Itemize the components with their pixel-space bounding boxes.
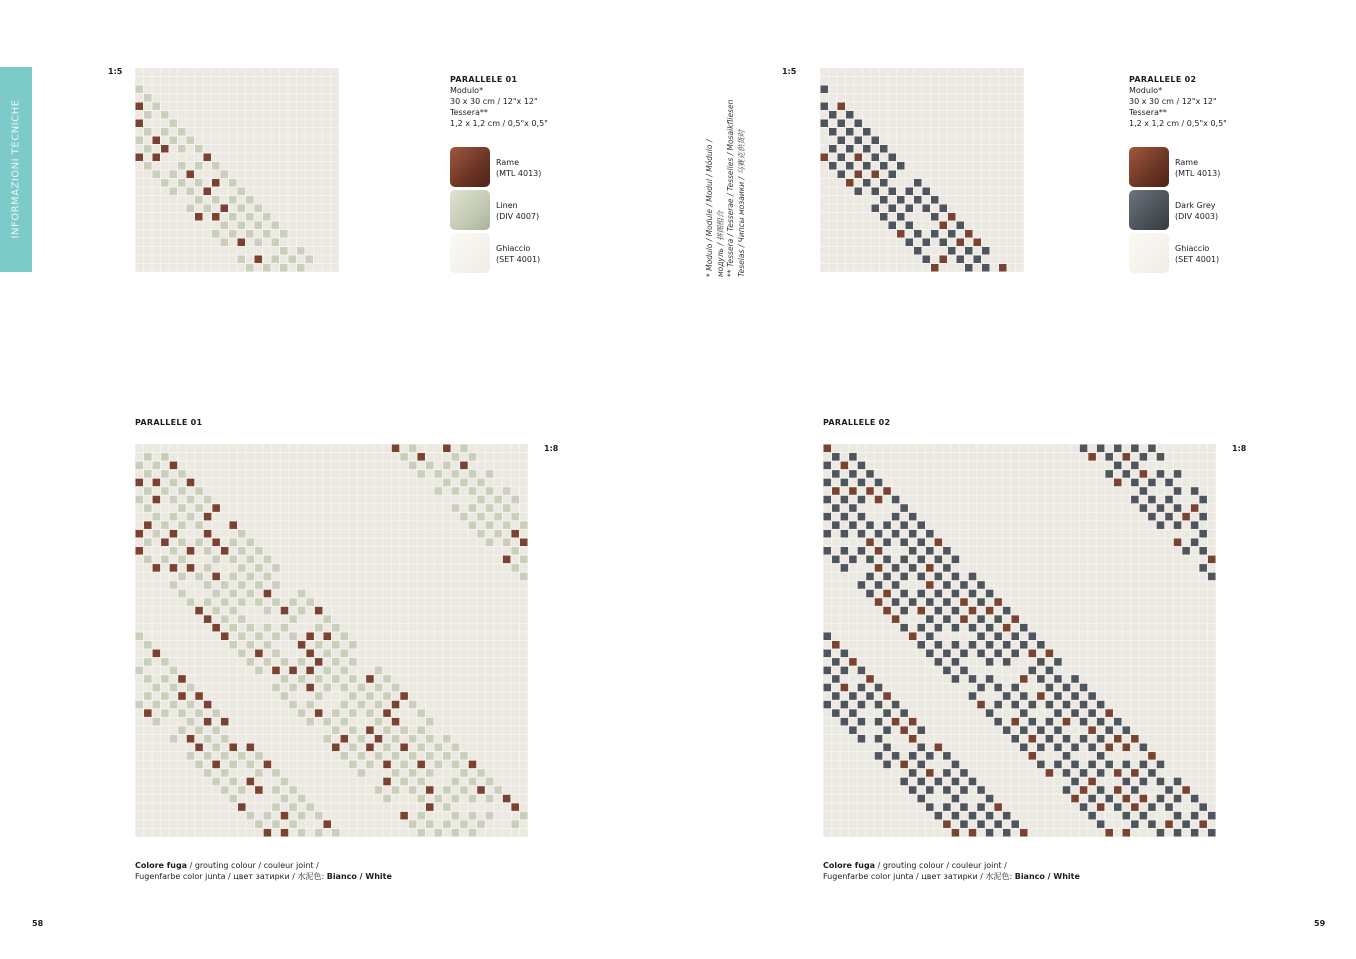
grout-color: Bianco / White	[1014, 872, 1080, 881]
grout-languages-2: Fugenfarbe color junta / цвет затирки / 水泥色:	[823, 872, 1015, 881]
spec-title: PARALLELE 01	[450, 75, 518, 84]
swatch-code: (MTL 4013)	[1175, 169, 1221, 178]
spec-line: 30 x 30 cm / 12"x 12"	[450, 97, 538, 106]
swatch-rame	[1129, 147, 1169, 187]
spec-line: Tessera**	[450, 108, 488, 117]
grout-languages: / grouting colour / couleur joint /	[875, 861, 1007, 870]
spec-line: 1,2 x 1,2 cm / 0,5"x 0,5"	[1129, 119, 1227, 128]
swatch-name: Dark Grey	[1175, 201, 1216, 210]
section-title-right: PARALLELE 02	[823, 418, 891, 427]
spec-block-left	[450, 74, 548, 129]
mosaic-tiles	[824, 445, 1216, 837]
swatch-linen	[450, 190, 490, 230]
swatch-name: Ghiaccio	[496, 244, 531, 253]
swatch-ghiaccio	[450, 233, 490, 273]
swatch-code: (DIV 4007)	[496, 212, 540, 221]
swatch-label-rame	[1175, 157, 1220, 179]
mosaic-preview-small-right	[820, 68, 1024, 272]
footnote-line: * Modulo / Module / Modul / Módulo /	[705, 139, 714, 277]
swatch-label-ghiaccio	[1175, 243, 1219, 265]
grout-heading: Colore fuga	[823, 861, 876, 870]
swatch-name: Rame	[496, 158, 519, 167]
swatch-rame	[450, 147, 490, 187]
swatch-code: (MTL 4013)	[496, 169, 542, 178]
section-tab-label: INFORMAZIONI TECNICHE	[10, 99, 22, 239]
scale-label-small-left: 1:5	[108, 67, 123, 76]
footnote-line: Teselas / Чипсы мозаики / 马赛克供货时	[736, 129, 746, 277]
swatch-label-dark-grey	[1175, 200, 1218, 222]
mosaic-tiles	[821, 69, 1024, 272]
spec-line: Modulo*	[450, 86, 484, 95]
section-title-left: PARALLELE 01	[135, 418, 203, 427]
swatch-label-linen	[496, 200, 539, 222]
mosaic-tiles	[136, 69, 339, 272]
footnote-vertical	[705, 67, 747, 277]
scale-label-small-right: 1:5	[782, 67, 797, 76]
swatch-name: Ghiaccio	[1175, 244, 1210, 253]
scale-label-large-left: 1:8	[544, 444, 559, 453]
swatch-code: (SET 4001)	[1175, 255, 1220, 264]
grout-info-left	[135, 860, 392, 882]
swatch-code: (SET 4001)	[496, 255, 541, 264]
swatch-ghiaccio	[1129, 233, 1169, 273]
grout-languages: / grouting colour / couleur joint /	[187, 861, 319, 870]
spec-block-right	[1129, 74, 1227, 129]
grout-languages-2: Fugenfarbe color junta / цвет затирки / 水泥色:	[135, 872, 327, 881]
grout-info-right	[823, 860, 1080, 882]
spec-line: 1,2 x 1,2 cm / 0,5"x 0,5"	[450, 119, 548, 128]
swatch-name: Linen	[496, 201, 518, 210]
spec-title: PARALLELE 02	[1129, 75, 1197, 84]
spec-line: Modulo*	[1129, 86, 1163, 95]
page-number-left: 58	[32, 919, 44, 928]
swatch-dark-grey	[1129, 190, 1169, 230]
footnote-line: ** Tessera / Tesserae / Tesselles / Mosaikfliesen	[726, 99, 735, 277]
mosaic-preview-small-left	[135, 68, 339, 272]
swatch-code: (DIV 4003)	[1175, 212, 1219, 221]
grout-heading: Colore fuga	[135, 861, 188, 870]
footnote-line: модуль / 拼图组合	[715, 210, 725, 277]
spec-line: 30 x 30 cm / 12"x 12"	[1129, 97, 1217, 106]
section-tab	[0, 67, 32, 272]
scale-label-large-right: 1:8	[1232, 444, 1247, 453]
mosaic-preview-large-right	[823, 444, 1216, 837]
mosaic-tiles	[136, 445, 528, 837]
spec-line: Tessera**	[1129, 108, 1167, 117]
swatch-name: Rame	[1175, 158, 1198, 167]
swatch-label-ghiaccio	[496, 243, 540, 265]
swatch-label-rame	[496, 157, 541, 179]
page-number-right: 59	[1314, 919, 1326, 928]
grout-color: Bianco / White	[326, 872, 392, 881]
mosaic-preview-large-left	[135, 444, 528, 837]
